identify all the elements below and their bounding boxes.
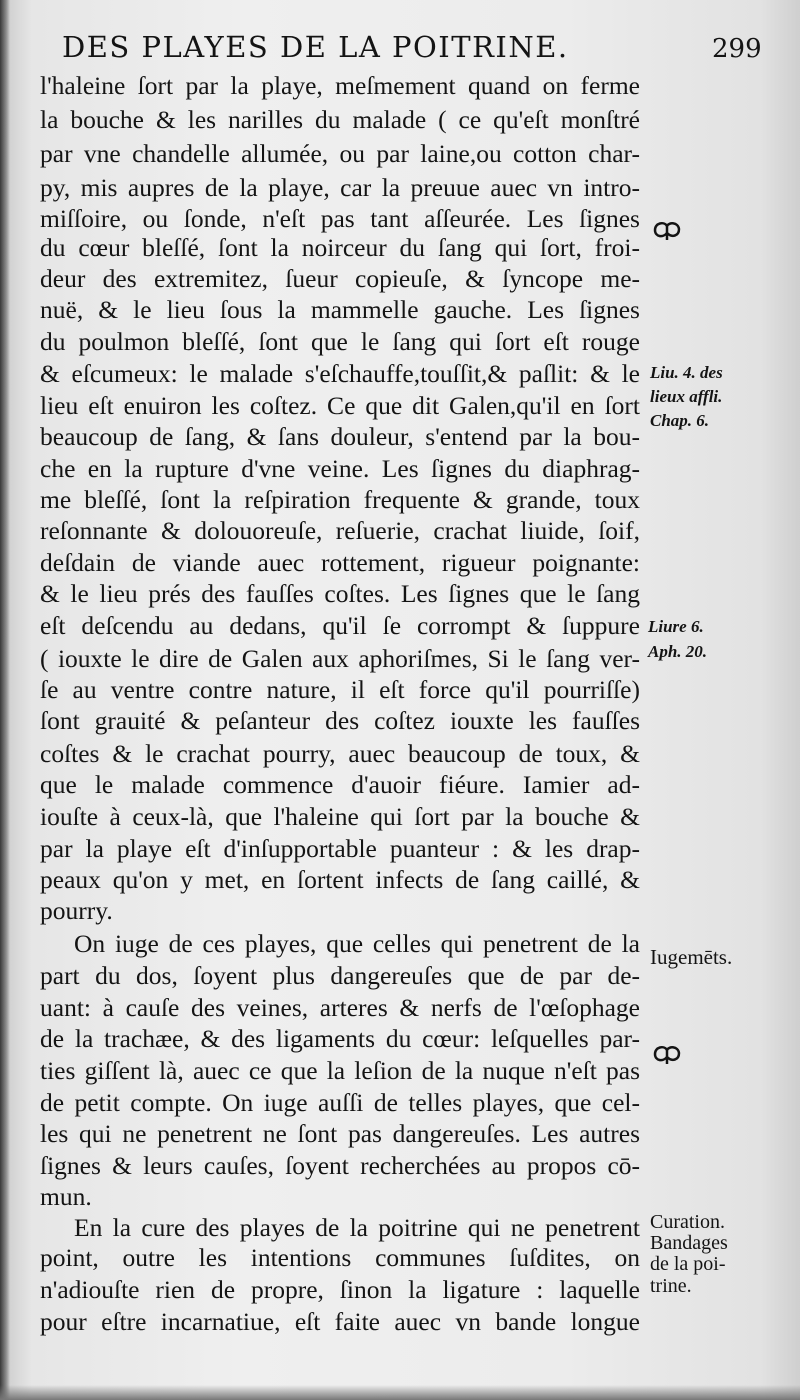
margin-ref-line: Aph. 20.	[648, 642, 708, 661]
text-line: En la cure des playes de la poitrine qui ne penetrent	[74, 1213, 640, 1242]
text-line: eſt deſcendu au dedans, qu'il ſe corrompt & ſuppure	[40, 611, 640, 640]
text-line: n'adiouſte rien de propre, ſinon la ligature : laquelle	[40, 1275, 640, 1304]
text-line: deſdain de viande auec rottement, rigueur poignante:	[40, 548, 640, 577]
text-line: la bouche & les narilles du malade ( ce qu'eſt monſtré	[40, 105, 640, 134]
text-line: par la playe eſt d'inſupportable puanteur : & les drap-	[40, 834, 640, 863]
margin-heading-line: de la poi-	[650, 1253, 726, 1275]
text-line: les qui ne penetrent ne ſont pas dangereuſes. Les autres	[40, 1119, 640, 1148]
margin-heading-line: Bandages	[650, 1232, 728, 1254]
margin-heading-line: trine.	[650, 1275, 692, 1297]
manicule-icon	[652, 1042, 682, 1066]
text-line: lieu eſt enuiron les coſtez. Ce que dit Galen,qu'il en ſort	[40, 391, 640, 420]
text-line: ties giſſent là, auec ce que la leſion de la nuque n'eſt pas	[40, 1056, 640, 1085]
text-line: que le malade commence d'auoir fiéure. Iamier ad-	[40, 770, 640, 799]
text-line: ſont grauité & peſanteur des coſtez iouxte les fauſſes	[40, 706, 640, 735]
text-line: reſonnante & dolouoreuſe, reſuerie, crachat liuide, ſoif,	[40, 516, 640, 545]
margin-ref-line: Liu. 4. des	[650, 363, 723, 382]
text-line: du poulmon bleſſé, ſont que le ſang qui ſort eſt rouge	[40, 327, 640, 356]
text-line: ſignes & leurs cauſes, ſoyent recherchées au propos cō-	[40, 1151, 640, 1180]
margin-ref-line: lieux affli.	[650, 387, 723, 406]
text-line: ſe au ventre contre nature, il eſt force qu'il pourriſſe)	[40, 675, 640, 704]
margin-ref-line: Chap. 6.	[650, 411, 710, 430]
text-line: On iuge de ces playes, que celles qui penetrent de la	[74, 929, 640, 958]
text-line: point, outre les intentions communes ſuſdites, on	[40, 1243, 640, 1272]
text-line: pour eſtre incarnatiue, eſt faite auec vn bande longue	[40, 1307, 640, 1336]
margin-ref-line: Liure 6.	[648, 617, 704, 636]
text-line: py, mis aupres de la playe, car la preuue auec vn intro-	[40, 173, 640, 202]
text-line: de petit compte. On iuge auſſi de telles playes, que cel-	[40, 1088, 640, 1117]
page-gutter-shadow	[0, 0, 10, 1400]
text-line: deur des extremitez, ſueur copieuſe, & ſyncope me-	[40, 264, 640, 293]
page-bottom-shadow	[0, 1385, 800, 1400]
text-line: de la trachæe, & des ligaments du cœur: leſquelles par-	[40, 1024, 640, 1053]
text-line: ( iouxte le dire de Galen aux aphoriſmes, Si le ſang ver-	[40, 644, 640, 673]
text-line: beaucoup de ſang, & ſans douleur, s'entend par la bou-	[40, 422, 640, 451]
margin-heading-curation: Curation.	[650, 1211, 725, 1233]
page-number: 299	[712, 34, 762, 64]
manicule-icon	[652, 218, 682, 242]
text-line: me bleſſé, ſont la reſpiration frequente & grande, toux	[40, 485, 640, 514]
text-line: uant: à cauſe des veines, arteres & nerfs de l'œſophage	[40, 993, 640, 1022]
text-line: iouſte à ceux-là, que l'haleine qui ſort par la bouche &	[40, 802, 640, 831]
text-line: coſtes & le crachat pourry, auec beaucoup de toux, &	[40, 739, 640, 768]
text-line: & le lieu prés des fauſſes coſtes. Les ſignes que le ſang	[40, 579, 640, 608]
text-line: l'haleine ſort par la playe, meſmement quand on ferme	[40, 71, 640, 100]
running-head: DES PLAYES DE LA POITRINE.	[62, 30, 569, 64]
text-line: du cœur bleſſé, ſont la noirceur du ſang qui ſort, froi-	[40, 233, 640, 262]
text-line: nuë, & le lieu ſous la mammelle gauche. Les ſignes	[40, 295, 640, 324]
text-line: miſſoire, ou ſonde, n'eſt pas tant aſſeurée. Les ſignes	[40, 204, 640, 233]
text-line: part du dos, ſoyent plus dangereuſes que de par de-	[40, 961, 640, 990]
margin-heading-iugements: Iugemēts.	[650, 945, 733, 969]
text-line: pourry.	[40, 896, 113, 925]
text-line: mun.	[40, 1182, 92, 1211]
text-line: che en la rupture d'vne veine. Les ſignes du diaphrag-	[40, 454, 640, 483]
text-line: & eſcumeux: le malade s'eſchauffe,touſſit,& paſlit: & le	[40, 359, 640, 388]
text-line: par vne chandelle allumée, ou par laine,ou cotton char-	[40, 139, 640, 168]
text-line: peaux qu'on y met, en ſortent infects de ſang caillé, &	[40, 865, 640, 894]
